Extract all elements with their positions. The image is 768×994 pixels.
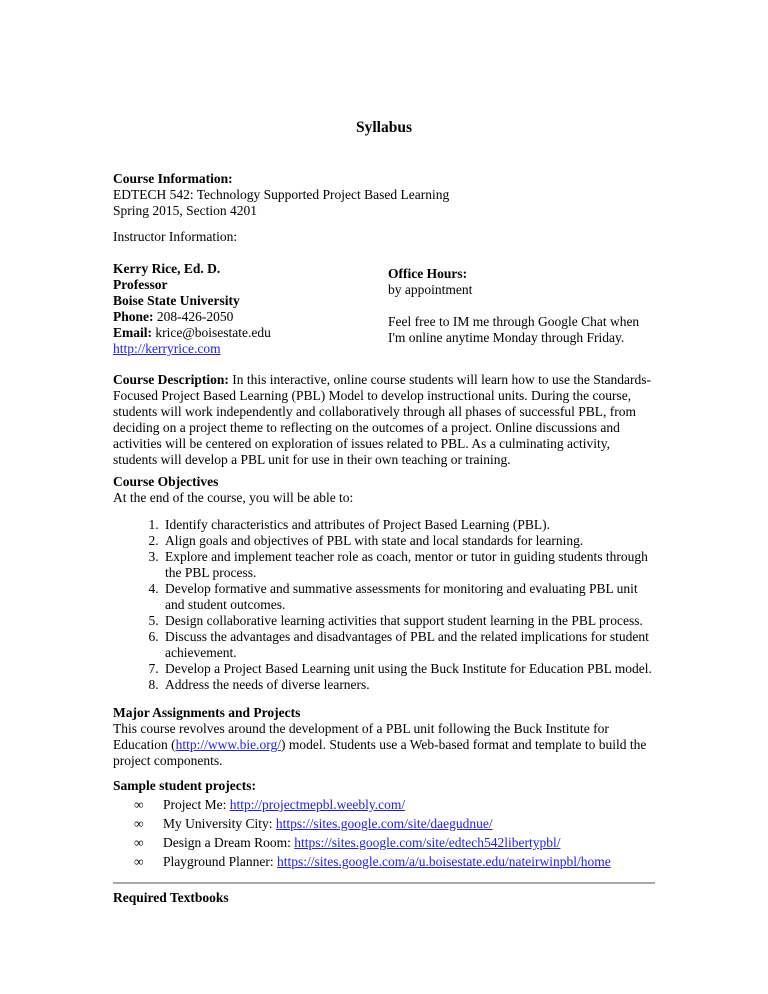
course-description-text: In this interactive, online course students will learn how to use the Standards-Focused Project Based Learning (PBL) Model to develop instructional units. During the course, students will work independently and collaboratively through all phases of successful PBL, from deciding on a project theme to reflecting on the outcomes of a project. Online discussions and activities will be centered on exploration of issues related to PBL. As a culminating activity, students will develop a PBL unit for use in their own teaching or training. (113, 372, 652, 467)
phone-label: Phone: (113, 309, 154, 324)
instructor-email-line (113, 325, 388, 341)
sample-project-label: My University City: (163, 816, 273, 831)
phone-number: 208-426-2050 (156, 309, 234, 324)
major-assignments-heading: Major Assignments and Projects (113, 705, 301, 720)
page-title: Syllabus (355, 119, 412, 136)
sample-project-link[interactable]: http://projectmepbl.weebly.com/ (229, 797, 406, 812)
instructor-phone-line (113, 309, 388, 325)
instructor-website-line (113, 341, 388, 357)
instructor-information-heading: Instructor Information: (113, 229, 238, 244)
bie-link[interactable]: http://www.bie.org/ (175, 737, 281, 752)
office-hours-heading: Office Hours: (388, 266, 468, 281)
objective-item: 3. Explore and implement teacher role as coach, mentor or tutor in guiding students through the PBL process. (162, 549, 655, 581)
course-information-heading: Course Information: (113, 171, 233, 186)
infinity-bullet: ∞ (134, 835, 144, 850)
infinity-bullet: ∞ (134, 816, 144, 831)
instructor-block (113, 261, 655, 357)
sample-project-label: Design a Dream Room: (163, 835, 291, 850)
objectives-list (113, 517, 655, 693)
major-assignments-text-before: This course revolves around the development of a PBL unit following the Buck Institute for Education ( (113, 721, 609, 752)
course-information-section (113, 171, 655, 219)
office-hours-column (388, 261, 655, 357)
syllabus-document (113, 0, 655, 906)
major-assignments-text-after: ) model. Students use a Web-based format and template to build the project components. (113, 737, 647, 768)
email-label: Email: (113, 325, 152, 340)
objective-item: 5. Design collaborative learning activities that support student learning in the PBL process. (162, 613, 655, 629)
major-assignments-paragraph (113, 721, 655, 769)
instructor-website-link[interactable]: http://kerryrice.com (113, 341, 221, 356)
objective-item: 4. Develop formative and summative assessments for monitoring and evaluating PBL unit and student outcomes. (162, 581, 655, 613)
required-textbooks-heading: Required Textbooks (113, 890, 229, 905)
instructor-name: Kerry Rice, Ed. D. (113, 261, 221, 276)
course-term-line: Spring 2015, Section 4201 (113, 203, 257, 218)
sample-project-item (113, 854, 655, 870)
objective-item: 7. Develop a Project Based Learning unit using the Buck Institute for Education PBL model. (162, 661, 655, 677)
sample-project-item (113, 835, 655, 851)
email-address: krice@boisestate.edu (155, 325, 271, 340)
course-description-paragraph (113, 372, 655, 468)
objective-item: 2. Align goals and objectives of PBL with state and local standards for learning. (162, 533, 655, 549)
course-objectives-heading: Course Objectives (113, 474, 219, 489)
course-code-line: EDTECH 542: Technology Supported Project Based Learning (113, 187, 450, 202)
sample-project-item (113, 797, 655, 813)
sample-project-link[interactable]: https://sites.google.com/site/daegudnue/ (275, 816, 493, 831)
objective-item: 1. Identify characteristics and attributes of Project Based Learning (PBL). (162, 517, 655, 533)
office-hours-note: Feel free to IM me through Google Chat when I'm online anytime Monday through Friday. (388, 314, 640, 345)
instructor-title: Professor (113, 277, 168, 292)
sample-projects-list (113, 797, 655, 870)
sample-project-label: Playground Planner: (163, 854, 274, 869)
objective-item: 8. Address the needs of diverse learners. (162, 677, 655, 693)
course-objectives-intro: At the end of the course, you will be able to: (113, 490, 354, 505)
instructor-university: Boise State University (113, 293, 240, 308)
sample-project-link[interactable]: https://sites.google.com/site/edtech542libertypbl/ (294, 835, 561, 850)
infinity-bullet: ∞ (134, 854, 144, 869)
sample-projects-heading: Sample student projects: (113, 778, 256, 793)
office-hours-value: by appointment (388, 282, 473, 297)
objective-item: 6. Discuss the advantages and disadvantages of PBL and the related implications for student achievement. (162, 629, 655, 661)
sample-project-item (113, 816, 655, 832)
course-description-label: Course Description: (113, 372, 229, 387)
instructor-contact-column (113, 261, 388, 357)
sample-project-link[interactable]: https://sites.google.com/a/u.boisestate.edu/nateirwinpbl/home (277, 854, 611, 869)
infinity-bullet: ∞ (134, 797, 144, 812)
sample-project-label: Project Me: (163, 797, 227, 812)
section-divider (113, 882, 655, 884)
